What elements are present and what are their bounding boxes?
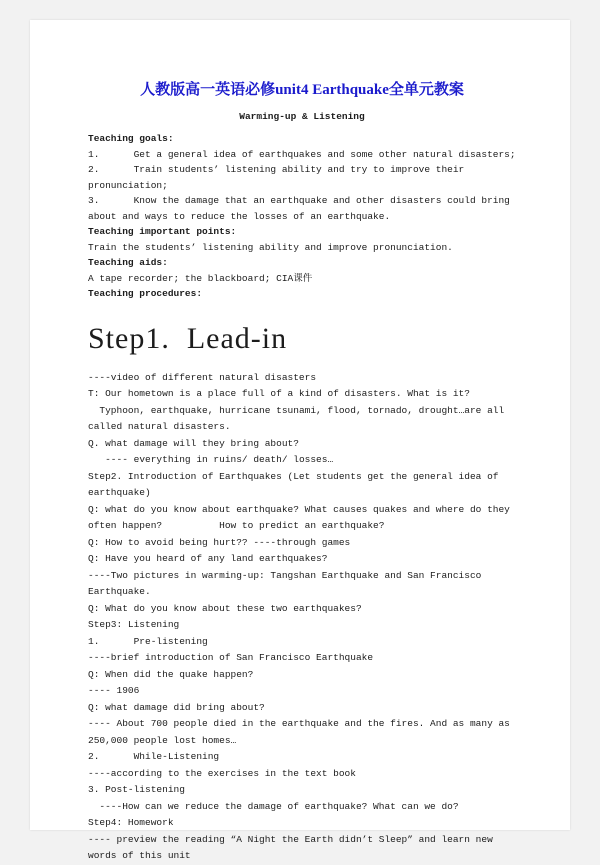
step1-heading: Step1. Lead-in (88, 321, 288, 355)
body-line: 2. While-Listening (88, 751, 220, 762)
body-line: Q: When did the quake happen? (88, 668, 254, 680)
body-line: ----according to the exercises in the text book (88, 767, 356, 779)
body-line: Q: What do you know about these two earthquakes? (88, 602, 362, 614)
body-line: Step4: Homework (88, 817, 174, 828)
lesson-body (88, 370, 516, 865)
body-line: Typhoon, earthquake, hurricane tsunami, flood, tornado, drought…are all called natural disasters. (88, 404, 510, 432)
body-line: T: Our hometown is a place full of a kind of disasters. What is it? (88, 388, 470, 399)
body-line: Q: How to avoid being hurt?? ----through games (88, 536, 351, 548)
body-line: Step2. Introduction of Earthquakes (Let students get the general idea of earthquake) (88, 470, 505, 498)
document-content (30, 20, 570, 865)
document-page (30, 20, 570, 861)
body-line: ----brief introduction of San Francisco Earthquake (88, 652, 374, 663)
important-points-body: Train the students’ listening ability and improve pronunciation. (88, 241, 453, 253)
important-points-heading: Teaching important points: (88, 226, 237, 237)
body-line: ---- preview the reading “A Night the Earth didn’t Sleep” and learn new words of this unit (88, 833, 499, 861)
body-line: ---- 1906 (88, 685, 140, 696)
body-line: ----video of different natural disasters (88, 371, 317, 383)
teaching-aids-body: A tape recorder; the blackboard; CIA课件 (88, 272, 313, 284)
body-line: Q: what damage did bring about? (88, 701, 265, 713)
teaching-goals-heading: Teaching goals: (88, 133, 174, 144)
body-line: Q. what damage will they bring about? (88, 437, 299, 449)
body-line: 1. Pre-listening (88, 635, 208, 647)
body-line: ----Two pictures in warming-up: Tangshan Earthquake and San Francisco Earthquake. (88, 569, 488, 597)
page-title: 人教版高一英语必修unit4 Earthquake全单元教案 (140, 82, 464, 98)
body-line: ---- everything in ruins/ death/ losses… (88, 454, 334, 465)
body-line: ----How can we reduce the damage of earthquake? What can we do? (88, 800, 459, 812)
goal-item: 2. Train students’ listening ability and try to improve their pronunciation; (88, 164, 470, 191)
body-line: Q: what do you know about earthquake? What causes quakes and where do they often happen? How to predict an earthquake? (88, 503, 516, 531)
body-line: Q: Have you heard of any land earthquakes? (88, 553, 328, 564)
goal-item: 3. Know the damage that an earthquake and other disasters could bring about and ways to reduce the losses of an earthquake. (88, 195, 516, 222)
body-line: Step3: Listening (88, 619, 180, 630)
lesson-subtitle: Warming-up & Listening (239, 111, 365, 122)
goal-item: 1. Get a general idea of earthquakes and some other natural disasters; (88, 148, 516, 160)
procedures-heading: Teaching procedures: (88, 288, 203, 299)
body-line: 3. Post-listening (88, 784, 185, 795)
body-line: ---- About 700 people died in the earthquake and the fires. And as many as 250,000 people lost homes… (88, 718, 516, 746)
teaching-aids-heading: Teaching aids: (88, 257, 168, 268)
